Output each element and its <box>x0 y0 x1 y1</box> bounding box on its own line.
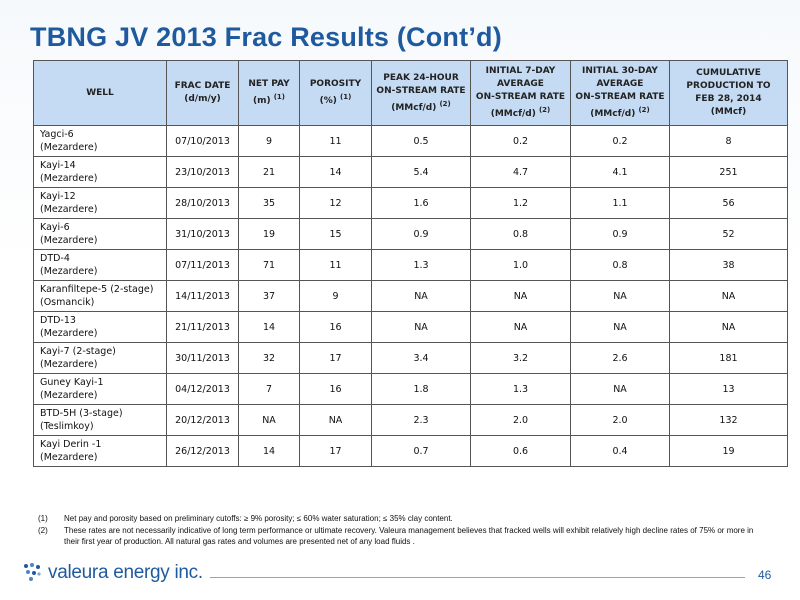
column-header <box>670 61 788 126</box>
cell-init30: 0.2 <box>571 126 670 157</box>
cell-init30: 0.9 <box>571 219 670 250</box>
cell-init7: 1.0 <box>471 250 571 281</box>
column-header <box>239 61 300 126</box>
cell-date: 07/10/2013 <box>167 126 239 157</box>
well-formation: (Osmancik) <box>40 297 95 308</box>
well-name: Guney Kayi-1 <box>40 377 104 388</box>
footnote <box>38 525 768 548</box>
cell-peak24: 1.3 <box>372 250 471 281</box>
well-name: DTD-13 <box>40 315 76 326</box>
cell-date: 30/11/2013 <box>167 343 239 374</box>
column-header-line: (MMcf/d) <box>590 109 636 119</box>
table-row <box>34 405 788 436</box>
cell-init7: NA <box>471 281 571 312</box>
cell-init30: 4.1 <box>571 157 670 188</box>
cell-porosity: 9 <box>300 281 372 312</box>
cell-peak24: 1.6 <box>372 188 471 219</box>
well-cell <box>34 374 167 405</box>
column-header-line: ON-STREAM RATE <box>475 92 566 102</box>
cell-peak24: 5.4 <box>372 157 471 188</box>
cell-date: 26/12/2013 <box>167 436 239 467</box>
column-header-line: (MMcf) <box>710 107 747 117</box>
table-row <box>34 219 788 250</box>
cell-init30: NA <box>571 312 670 343</box>
cell-date: 23/10/2013 <box>167 157 239 188</box>
cell-porosity: 15 <box>300 219 372 250</box>
cell-peak24: 0.9 <box>372 219 471 250</box>
cell-init7: 0.6 <box>471 436 571 467</box>
well-formation: (Mezardere) <box>40 328 98 339</box>
footnotes <box>38 513 768 548</box>
well-cell <box>34 281 167 312</box>
cell-porosity: NA <box>300 405 372 436</box>
well-formation: (Teslimkoy) <box>40 421 94 432</box>
footnote-ref: (1) <box>340 93 352 101</box>
column-header-line: FEB 28, 2014 <box>695 94 762 104</box>
cell-porosity: 12 <box>300 188 372 219</box>
column-header <box>471 61 571 126</box>
cell-net-pay: 35 <box>239 188 300 219</box>
table-body <box>34 126 788 467</box>
cell-peak24: 3.4 <box>372 343 471 374</box>
well-cell <box>34 126 167 157</box>
well-formation: (Mezardere) <box>40 142 98 153</box>
table-row <box>34 436 788 467</box>
column-header-line: POROSITY <box>309 79 362 89</box>
table-row <box>34 374 788 405</box>
column-header-line: WELL <box>86 87 114 98</box>
cell-date: 04/12/2013 <box>167 374 239 405</box>
cell-cumulative: 38 <box>670 250 788 281</box>
footnote-ref: (2) <box>638 106 650 114</box>
footnote-text: These rates are not necessarily indicative of long term performance or ultimate recovery. Valeura management believes that fracked wells will exhibit relatively high decline rates of 75% or more in their first year of production. All natural gas rates and volumes are presented net of any load fluids . <box>64 525 754 546</box>
cell-date: 20/12/2013 <box>167 405 239 436</box>
well-name: BTD-5H (3-stage) <box>40 408 123 419</box>
footnote-number: (2) <box>38 525 48 535</box>
cell-cumulative: 251 <box>670 157 788 188</box>
footer-divider <box>210 577 745 578</box>
cell-net-pay: NA <box>239 405 300 436</box>
table-row <box>34 126 788 157</box>
well-name: Karanfiltepe-5 (2-stage) <box>40 284 154 295</box>
slide-title: TBNG JV 2013 Frac Results (Cont’d) <box>30 22 502 52</box>
cell-porosity: 16 <box>300 312 372 343</box>
cell-init30: 2.6 <box>571 343 670 374</box>
well-formation: (Mezardere) <box>40 452 98 463</box>
cell-net-pay: 37 <box>239 281 300 312</box>
well-name: DTD-4 <box>40 253 70 264</box>
logo-text: valeura energy inc. <box>48 562 203 583</box>
cell-init7: 3.2 <box>471 343 571 374</box>
cell-date: 14/11/2013 <box>167 281 239 312</box>
column-header-line: FRAC DATE <box>174 81 231 91</box>
cell-init30: 0.4 <box>571 436 670 467</box>
cell-date: 07/11/2013 <box>167 250 239 281</box>
footnote-ref: (2) <box>439 99 451 108</box>
well-name: Kayi-7 (2-stage) <box>40 346 116 357</box>
company-logo <box>22 562 203 584</box>
cell-net-pay: 19 <box>239 219 300 250</box>
well-name: Kayi Derin -1 <box>40 439 102 450</box>
column-header-line: (%) <box>319 96 337 106</box>
cell-init30: 2.0 <box>571 405 670 436</box>
column-header-line: PRODUCTION TO <box>686 81 771 91</box>
table-row <box>34 281 788 312</box>
cell-date: 21/11/2013 <box>167 312 239 343</box>
well-name: Kayi-6 <box>40 222 70 233</box>
column-header-line: (d/m/y) <box>184 94 221 104</box>
cell-cumulative: 13 <box>670 374 788 405</box>
cell-net-pay: 32 <box>239 343 300 374</box>
cell-peak24: 2.3 <box>372 405 471 436</box>
cell-cumulative: NA <box>670 281 788 312</box>
cell-init30: 0.8 <box>571 250 670 281</box>
footnote <box>38 513 768 525</box>
table-header-row <box>34 61 788 126</box>
column-header-line: AVERAGE <box>497 79 544 89</box>
column-header-line: ON-STREAM RATE <box>376 85 466 96</box>
cell-init7: 1.3 <box>471 374 571 405</box>
cell-date: 31/10/2013 <box>167 219 239 250</box>
cell-init30: 1.1 <box>571 188 670 219</box>
well-formation: (Mezardere) <box>40 390 98 401</box>
cell-cumulative: 8 <box>670 126 788 157</box>
well-cell <box>34 343 167 374</box>
cell-net-pay: 14 <box>239 436 300 467</box>
footnote-number: (1) <box>38 514 48 523</box>
cell-net-pay: 14 <box>239 312 300 343</box>
well-name: Kayi-12 <box>40 191 76 202</box>
table-row <box>34 312 788 343</box>
well-formation: (Mezardere) <box>40 173 98 184</box>
cell-date: 28/10/2013 <box>167 188 239 219</box>
well-name: Yagci-6 <box>40 129 74 140</box>
cell-cumulative: 19 <box>670 436 788 467</box>
cell-init7: 2.0 <box>471 405 571 436</box>
column-header <box>167 61 239 126</box>
cell-peak24: 0.7 <box>372 436 471 467</box>
cell-init30: NA <box>571 281 670 312</box>
cell-porosity: 17 <box>300 343 372 374</box>
cell-porosity: 11 <box>300 250 372 281</box>
column-header <box>372 61 471 126</box>
cell-net-pay: 71 <box>239 250 300 281</box>
column-header-line: AVERAGE <box>596 79 644 89</box>
table-row <box>34 157 788 188</box>
well-cell <box>34 219 167 250</box>
well-cell <box>34 312 167 343</box>
footnote-text: Net pay and porosity based on preliminary cutoffs: ≥ 9% porosity; ≤ 60% water saturation; ≤ 35% clay content. <box>64 514 453 523</box>
well-cell <box>34 157 167 188</box>
column-header-line: INITIAL 7-DAY <box>485 66 556 76</box>
cell-peak24: NA <box>372 281 471 312</box>
column-header-line: INITIAL 30-DAY <box>582 66 658 76</box>
well-formation: (Mezardere) <box>40 235 98 246</box>
column-header-line: NET PAY <box>248 79 290 89</box>
cell-peak24: 0.5 <box>372 126 471 157</box>
table-row <box>34 343 788 374</box>
cell-net-pay: 9 <box>239 126 300 157</box>
table-row <box>34 188 788 219</box>
cell-init7: NA <box>471 312 571 343</box>
footnote-ref: (1) <box>273 93 286 101</box>
cell-cumulative: 52 <box>670 219 788 250</box>
well-formation: (Mezardere) <box>40 204 98 215</box>
cell-cumulative: NA <box>670 312 788 343</box>
cell-porosity: 17 <box>300 436 372 467</box>
well-formation: (Mezardere) <box>40 359 98 370</box>
cell-init30: NA <box>571 374 670 405</box>
table-row <box>34 250 788 281</box>
frac-results-table <box>33 60 788 467</box>
cell-porosity: 11 <box>300 126 372 157</box>
column-header-line: CUMULATIVE <box>696 68 761 78</box>
well-name: Kayi-14 <box>40 160 76 171</box>
page-number: 46 <box>758 568 772 582</box>
cell-porosity: 14 <box>300 157 372 188</box>
cell-cumulative: 132 <box>670 405 788 436</box>
cell-cumulative: 56 <box>670 188 788 219</box>
cell-net-pay: 7 <box>239 374 300 405</box>
column-header <box>34 61 167 126</box>
column-header-line: (MMcf/d) <box>490 109 536 119</box>
well-formation: (Mezardere) <box>40 266 98 277</box>
column-header-line: PEAK 24-HOUR <box>383 72 459 83</box>
well-cell <box>34 436 167 467</box>
column-header-line: (m) <box>252 96 271 106</box>
column-header-line: ON-STREAM RATE <box>575 92 665 102</box>
well-cell <box>34 188 167 219</box>
cell-cumulative: 181 <box>670 343 788 374</box>
well-cell <box>34 405 167 436</box>
cell-init7: 4.7 <box>471 157 571 188</box>
footnote-ref: (2) <box>538 106 551 114</box>
cell-init7: 0.2 <box>471 126 571 157</box>
cell-peak24: NA <box>372 312 471 343</box>
cell-porosity: 16 <box>300 374 372 405</box>
column-header <box>571 61 670 126</box>
cell-peak24: 1.8 <box>372 374 471 405</box>
valeura-logo-icon <box>22 562 44 584</box>
cell-init7: 1.2 <box>471 188 571 219</box>
column-header <box>300 61 372 126</box>
column-header-line: (MMcf/d) <box>391 102 437 113</box>
cell-init7: 0.8 <box>471 219 571 250</box>
well-cell <box>34 250 167 281</box>
cell-net-pay: 21 <box>239 157 300 188</box>
